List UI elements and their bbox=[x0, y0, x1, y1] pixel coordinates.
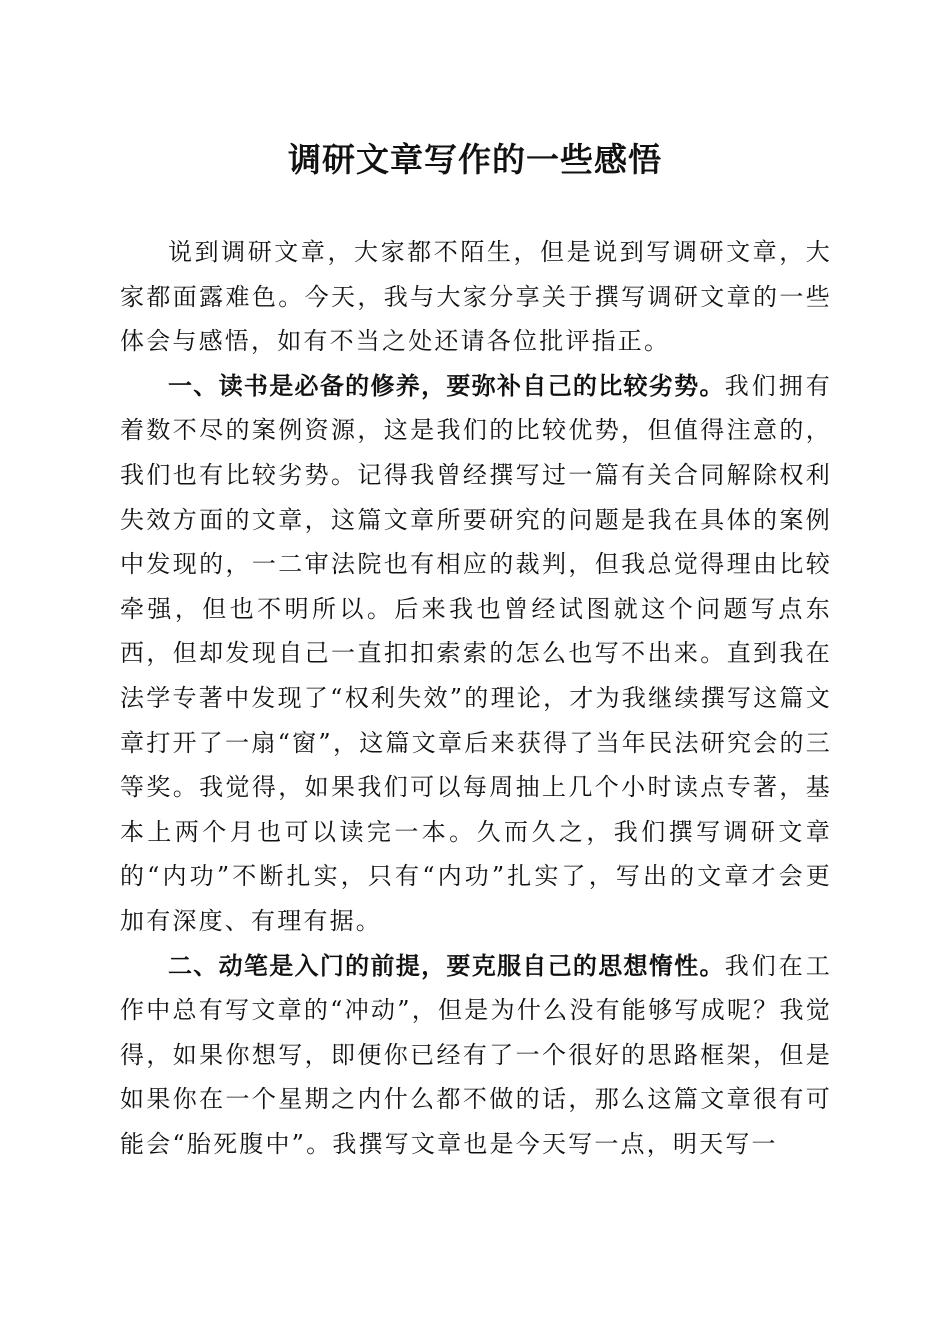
section-text-2: 我们在工作中总有写文章的“冲动”，但是为什么没有能够写成呢？我觉得，如果你想写，即便你已经有了一个很好的思路框架，但是如果你在一个星期之内什么都不做的话，那么这篇文章很有可能会“胎死腹中”。我撰写文章也是今天写一点，明天写一 bbox=[120, 951, 832, 1158]
document-title: 调研文章写作的一些感悟 bbox=[288, 140, 662, 179]
intro-text: 说到调研文章，大家都不陌生，但是说到写调研文章，大家都面露难色。今天，我与大家分享关于撰写调研文章的一些体会与感悟，如有不当之处还请各位批评指正。 bbox=[120, 238, 832, 356]
section-heading-2: 二、动笔是入门的前提，要克服自己的思想惰性。 bbox=[168, 951, 725, 980]
section-paragraph-1 bbox=[120, 364, 832, 944]
section-heading-1: 一、读书是必备的修养，要弥补自己的比较劣势。 bbox=[168, 371, 725, 400]
intro-paragraph bbox=[120, 230, 832, 364]
section-text-1: 我们拥有着数不尽的案例资源，这是我们的比较优势，但值得注意的，我们也有比较劣势。记得我曾经撰写过一篇有关合同解除权利失效方面的文章，这篇文章所要研究的问题是我在具体的案例中发现的，一二审法院也有相应的裁判，但我总觉得理由比较牵强，但也不明所以。后来我也曾经试图就这个问题写点东西，但却发现自己一直扣扣索索的怎么也写不出来。直到我在法学专著中发现了“权利失效”的理论，才为我继续撰写这篇文章打开了一扇“窗”，这篇文章后来获得了当年民法研究会的三等奖。我觉得，如果我们可以每周抽上几个小时读点专著，基本上两个月也可以读完一本。久而久之，我们撰写调研文章的“内功”不断扎实，只有“内功”扎实了，写出的文章才会更加有深度、有理有据。 bbox=[120, 371, 832, 935]
section-paragraph-2 bbox=[120, 944, 832, 1167]
document-body bbox=[120, 230, 832, 1166]
